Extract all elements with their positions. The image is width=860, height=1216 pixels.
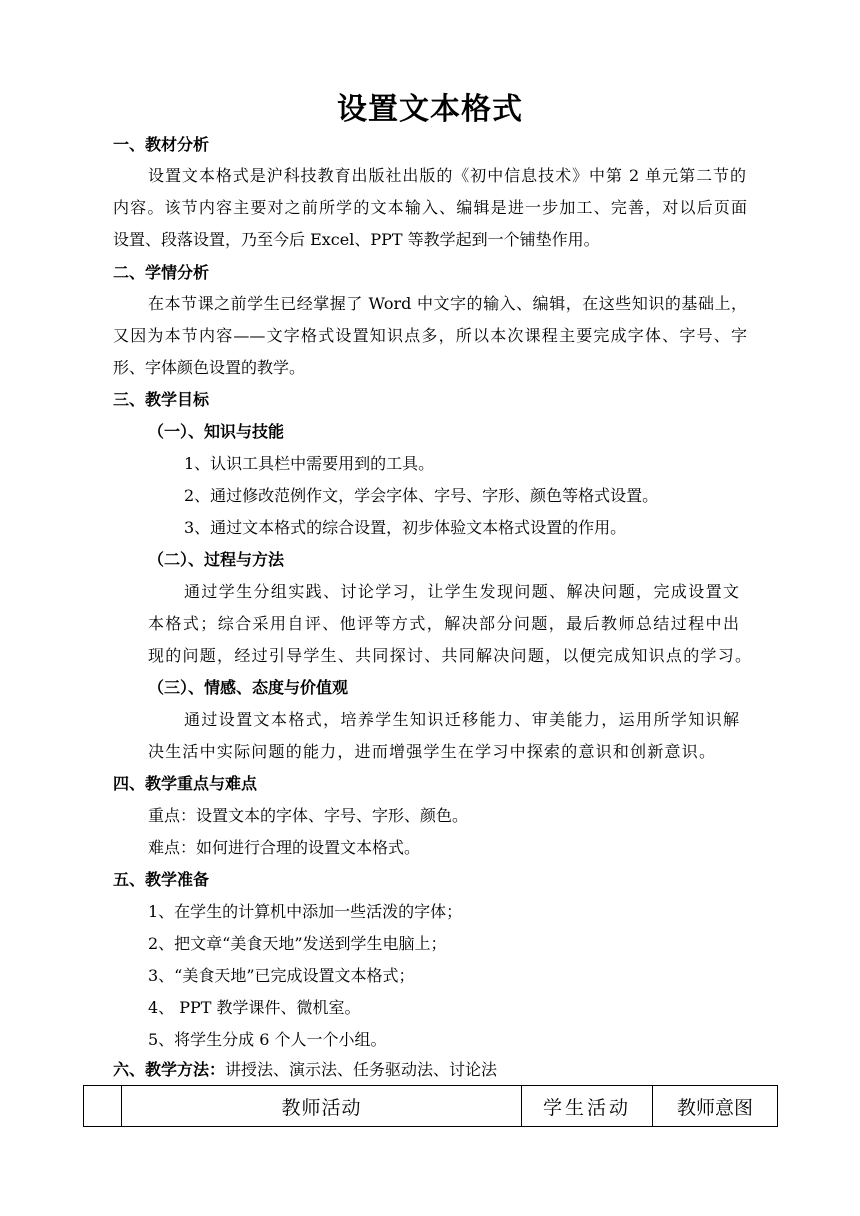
table-header-teacher-activity: 教师活动 <box>122 1086 522 1127</box>
list-item: 1、在学生的计算机中添加一些活泼的字体； <box>148 902 463 921</box>
table-header-row <box>84 1086 778 1127</box>
subsection-heading-emotion-values: （三）、情感、态度与价值观 <box>148 678 349 697</box>
list-item: 1、认识工具栏中需要用到的工具。 <box>184 454 435 473</box>
paragraph-line: 在本节课之前学生已经掌握了 Word 中文字的输入、编辑，在这些知识的基础上， <box>148 294 747 313</box>
paragraph-line: 形、字体颜色设置的教学。 <box>113 358 306 377</box>
table-header-teacher-intent: 教师意图 <box>653 1086 778 1127</box>
section-heading-learner-analysis: 二、学情分析 <box>113 263 210 282</box>
section-heading-key-difficult-points: 四、教学重点与难点 <box>113 774 258 793</box>
paragraph-line: 通过设置文本格式，培养学生知识迁移能力、审美能力，运用所学知识解 <box>184 710 739 729</box>
list-item: 2、通过修改范例作文，学会字体、字号、字形、颜色等格式设置。 <box>184 486 659 505</box>
lesson-plan-table <box>83 1085 778 1127</box>
list-item: 3、“美食天地”已完成设置文本格式； <box>148 966 415 985</box>
document-title: 设置文本格式 <box>337 92 523 127</box>
teaching-methods-line <box>113 1059 497 1081</box>
paragraph-line: 又因为本节内容——文字格式设置知识点多，所以本次课程主要完成字体、字号、字 <box>113 326 747 345</box>
paragraph-line: 重点：设置文本的字体、字号、字形、颜色。 <box>148 806 469 825</box>
section-heading-teaching-goals: 三、教学目标 <box>113 390 210 409</box>
subsection-heading-knowledge-skills: （一）、知识与技能 <box>148 422 285 441</box>
teaching-methods-text: 讲授法、演示法、任务驱动法、讨论法 <box>225 1060 498 1079</box>
subsection-heading-process-method: （二）、过程与方法 <box>148 550 285 569</box>
paragraph-line: 决生活中实际问题的能力，进而增强学生在学习中探索的意识和创新意识。 <box>148 742 715 761</box>
paragraph-line: 现的问题，经过引导学生、共同探讨、共同解决问题，以便完成知识点的学习。 <box>148 646 751 665</box>
table-header-student-activity: 学生活动 <box>522 1086 653 1127</box>
paragraph-line: 设置、段落设置，乃至今后 Excel、PPT 等教学起到一个铺垫作用。 <box>113 230 600 249</box>
paragraph-line: 内容。该节内容主要对之前所学的文本输入、编辑是进一步加工、完善，对以后页面 <box>113 198 747 217</box>
list-item: 2、把文章“美食天地”发送到学生电脑上； <box>148 934 447 953</box>
paragraph-line: 通过学生分组实践、讨论学习，让学生发现问题、解决问题，完成设置文 <box>184 582 739 601</box>
section-heading-teaching-preparation: 五、教学准备 <box>113 870 210 889</box>
table-header-blank <box>84 1086 122 1127</box>
paragraph-line: 设置文本格式是沪科技教育出版社出版的《初中信息技术》中第 2 单元第二节的 <box>148 166 746 185</box>
paragraph-line: 本格式；综合采用自评、他评等方式，解决部分问题，最后教师总结过程中出 <box>148 614 739 633</box>
list-item: 4、 PPT 教学课件、微机室。 <box>148 998 361 1017</box>
section-heading-material-analysis: 一、教材分析 <box>113 135 210 154</box>
list-item: 5、将学生分成 6 个人一个小组。 <box>148 1030 387 1049</box>
paragraph-line: 难点：如何进行合理的设置文本格式。 <box>148 838 421 857</box>
section-heading-teaching-methods: 六、教学方法： <box>113 1060 226 1079</box>
list-item: 3、通过文本格式的综合设置，初步体验文本格式设置的作用。 <box>184 518 627 537</box>
